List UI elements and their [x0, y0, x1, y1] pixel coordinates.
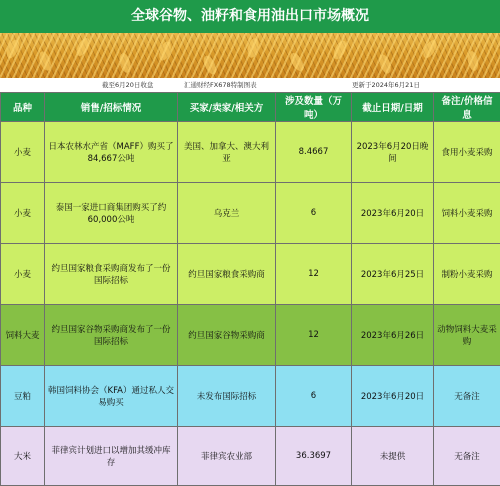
description-cell: 约旦国家粮食采购商发布了一份国际招标: [45, 244, 178, 305]
party-cell: 菲律宾农业部: [178, 427, 276, 486]
date-cell: 2023年6月20日: [352, 183, 434, 244]
commodity-cell: 豆粕: [1, 366, 45, 427]
column-header: 销售/招标情况: [45, 93, 178, 122]
table-row: [1, 366, 500, 427]
table-row: [1, 122, 500, 183]
note-cell: 无备注: [434, 366, 500, 427]
note-cell: 动物饲料大麦采购: [434, 305, 500, 366]
quantity-cell: 6: [276, 366, 352, 427]
quantity-cell: 6: [276, 183, 352, 244]
column-header: 备注/价格信息: [434, 93, 500, 122]
description-cell: 韩国饲料协会（KFA）通过私人交易购买: [45, 366, 178, 427]
commodity-cell: 小麦: [1, 183, 45, 244]
source-note: 汇通财经FX678特制图表: [184, 80, 257, 89]
quantity-cell: 12: [276, 305, 352, 366]
party-cell: 美国、加拿大、澳大利亚: [178, 122, 276, 183]
quantity-cell: 36.3697: [276, 427, 352, 486]
quantity-cell: 8.4667: [276, 122, 352, 183]
wheat-banner-image: [0, 33, 500, 78]
page-title: 全球谷物、油籽和食用油出口市场概况: [0, 0, 500, 33]
party-cell: 约旦国家粮食采购商: [178, 244, 276, 305]
note-cell: 饲料小麦采购: [434, 183, 500, 244]
description-cell: 日本农林水产省（MAFF）购买了84,667公吨: [45, 122, 178, 183]
table-row: [1, 427, 500, 486]
column-header: 截止日期/日期: [352, 93, 434, 122]
description-cell: 泰国一家进口商集团购买了约60,000公吨: [45, 183, 178, 244]
updated-note: 更新于2024年6月21日: [352, 80, 420, 89]
market-table: [0, 92, 500, 486]
date-cell: 未提供: [352, 427, 434, 486]
column-header: 买家/卖家/相关方: [178, 93, 276, 122]
table-row: [1, 305, 500, 366]
date-cell: 2023年6月25日: [352, 244, 434, 305]
table-row: [1, 183, 500, 244]
commodity-cell: 大米: [1, 427, 45, 486]
commodity-cell: 小麦: [1, 122, 45, 183]
date-cell: 2023年6月20日晚间: [352, 122, 434, 183]
table-row: [1, 244, 500, 305]
column-header: 涉及数量（万吨）: [276, 93, 352, 122]
party-cell: 约旦国家谷物采购商: [178, 305, 276, 366]
cutoff-note: 截至6月20日收盘: [102, 80, 153, 89]
commodity-cell: 饲料大麦: [1, 305, 45, 366]
column-header: 品种: [1, 93, 45, 122]
date-cell: 2023年6月20日: [352, 366, 434, 427]
date-cell: 2023年6月26日: [352, 305, 434, 366]
subheader: [0, 78, 500, 92]
commodity-cell: 小麦: [1, 244, 45, 305]
table-header-row: [1, 93, 500, 122]
party-cell: 未发布国际招标: [178, 366, 276, 427]
description-cell: 菲律宾计划进口以增加其缓冲库存: [45, 427, 178, 486]
quantity-cell: 12: [276, 244, 352, 305]
description-cell: 约旦国家谷物采购商发布了一份国际招标: [45, 305, 178, 366]
party-cell: 乌克兰: [178, 183, 276, 244]
note-cell: 食用小麦采购: [434, 122, 500, 183]
note-cell: 无备注: [434, 427, 500, 486]
note-cell: 制粉小麦采购: [434, 244, 500, 305]
